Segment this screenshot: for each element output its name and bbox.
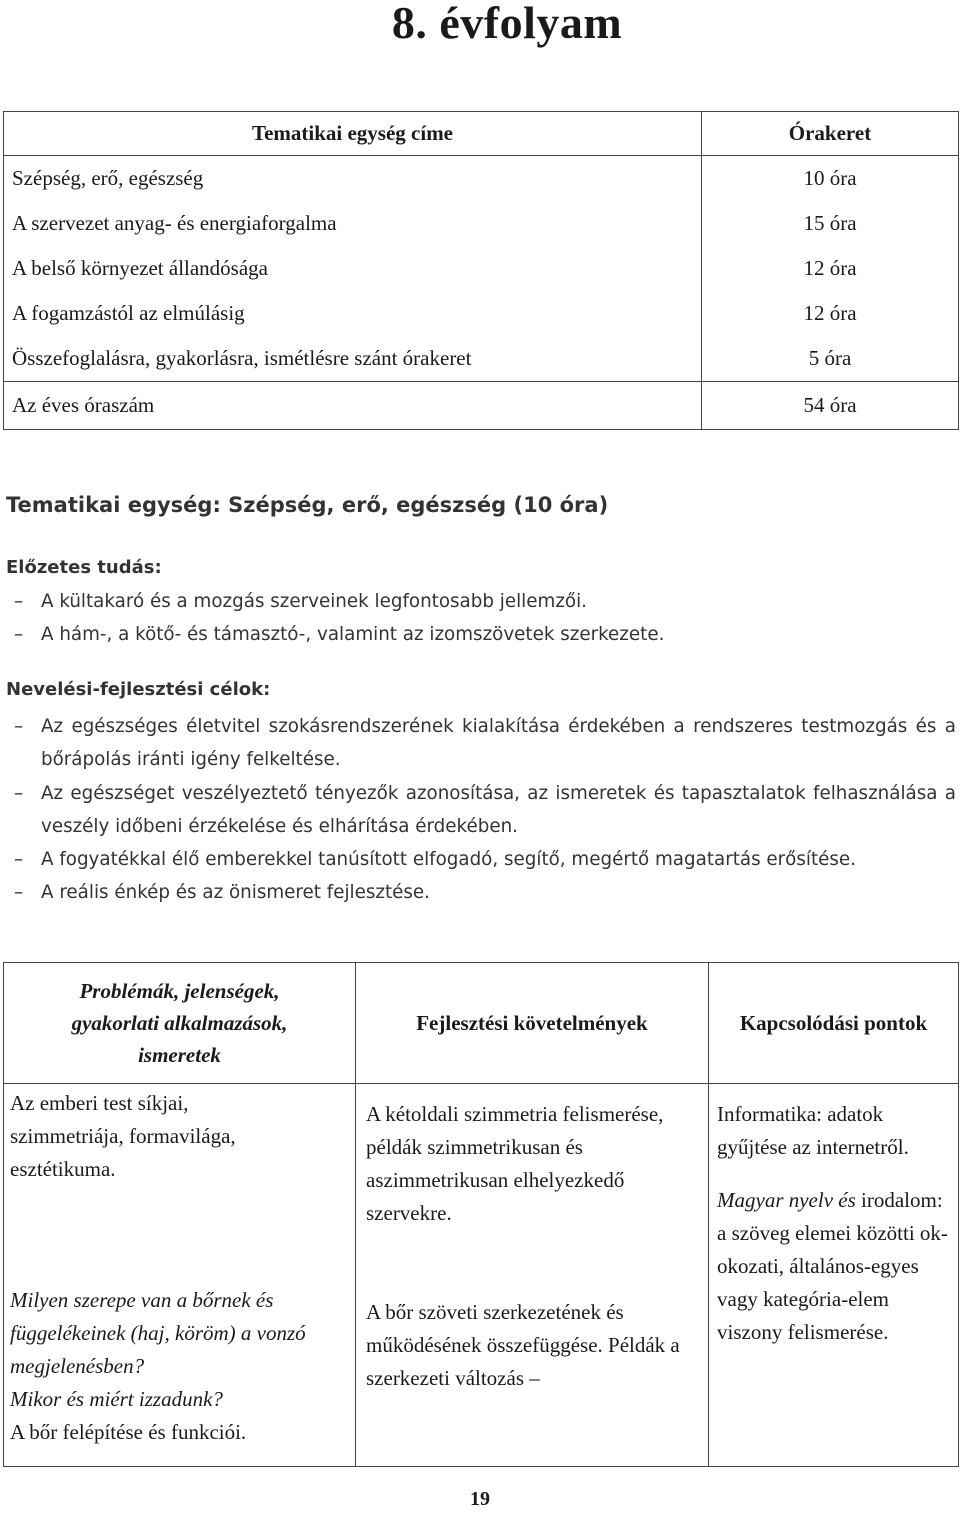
dash-icon: – <box>14 591 24 612</box>
overview-row-title: A belső környezet állandósága <box>4 246 702 291</box>
overview-row-hours: 10 óra <box>702 156 959 202</box>
overview-row-hours: 5 óra <box>702 336 959 382</box>
overview-table <box>3 111 959 430</box>
goals-label: Nevelési-fejlesztési célok: <box>6 679 271 700</box>
overview-row-hours: 12 óra <box>702 291 959 336</box>
overview-row <box>4 156 959 202</box>
dash-icon: – <box>14 783 24 804</box>
overview-row-title: Szépség, erő, egészség <box>4 156 702 202</box>
topics-header-connections: Kapcsolódási pontok <box>709 963 959 1084</box>
prior-knowledge-item: – A hám-, a kötő- és támasztó-, valamint az izomszövetek szerkezete. <box>14 618 664 651</box>
overview-total-hours: 54 óra <box>702 382 959 430</box>
problems-cell <box>4 1084 356 1467</box>
problems-paragraph: Az emberi test síkjai, szimmetriája, formavilága, esztétikuma. <box>10 1091 236 1181</box>
dash-icon: – <box>14 624 24 645</box>
connections-cell <box>709 1084 959 1467</box>
page-number: 19 <box>470 1488 490 1510</box>
overview-row <box>4 201 959 246</box>
problems-paragraph: A bőr felépítése és funkciói. <box>10 1420 247 1444</box>
requirements-cell <box>356 1084 709 1467</box>
overview-row-title: A szervezet anyag- és energiaforgalma <box>4 201 702 246</box>
overview-row-title: Összefoglalásra, gyakorlásra, ismétlésre szánt órakeret <box>4 336 702 382</box>
topics-header-row <box>4 963 959 1084</box>
requirements-paragraph: A kétoldali szimmetria felismerése, példák szimmetrikusan és aszimmetrikusan elhelyezkedő szervekre. <box>366 1102 664 1225</box>
topics-table <box>3 962 959 1467</box>
overview-row-hours: 12 óra <box>702 246 959 291</box>
overview-row <box>4 246 959 291</box>
requirements-paragraph: A bőr szöveti szerkezetének és működésének összefüggése. Példák a szerkezeti változás – <box>366 1300 680 1390</box>
overview-row-title: A fogamzástól az elmúlásig <box>4 291 702 336</box>
prior-knowledge-label: Előzetes tudás: <box>6 557 162 578</box>
overview-total-row <box>4 382 959 430</box>
topics-header-problems: Problémák, jelenségek, gyakorlati alkalmazások, ismeretek <box>4 963 356 1084</box>
page-heading: 8. évfolyam <box>391 0 623 48</box>
topics-body-row <box>4 1084 959 1467</box>
dash-icon: – <box>14 716 24 737</box>
goal-item: – A fogyatékkal élő emberekkel tanúsított elfogadó, segítő, megértő magatartás erősítése. <box>14 843 856 876</box>
overview-row-hours: 15 óra <box>702 201 959 246</box>
prior-knowledge-item: – A kültakaró és a mozgás szerveinek legfontosabb jellemzői. <box>14 585 587 618</box>
connections-paragraph: Magyar nyelv és irodalom: a szöveg elemei közötti ok-okozati, általános-egyes vagy kategória-elem viszony felismerése. <box>717 1188 948 1344</box>
problems-question: Mikor és miért izzadunk? <box>10 1387 223 1411</box>
goal-item: – Az egészséges életvitel szokásrendszerének kialakítása érdekében a rendszeres testmozgás és a bőrápolás iránti igény felkeltése. <box>14 710 956 776</box>
overview-header-row <box>4 112 959 156</box>
overview-row <box>4 336 959 382</box>
goal-item: – A reális énkép és az önismeret fejlesztése. <box>14 876 430 909</box>
overview-row <box>4 291 959 336</box>
overview-total-label: Az éves óraszám <box>4 382 702 430</box>
problems-question: Milyen szerepe van a bőrnek és függelékeinek (haj, köröm) a vonzó megjelenésben? <box>10 1288 306 1378</box>
goal-item: – Az egészséget veszélyeztető tényezők azonosítása, az ismeretek és tapasztalatok felhasználása a veszély időbeni érzékelése és elhárítása érdekében. <box>14 777 956 843</box>
connections-paragraph: Informatika: adatok gyűjtése az internetről. <box>717 1102 909 1159</box>
dash-icon: – <box>14 882 24 903</box>
overview-header-title: Tematikai egység címe <box>4 112 702 156</box>
dash-icon: – <box>14 849 24 870</box>
topics-header-requirements: Fejlesztési követelmények <box>356 963 709 1084</box>
unit-title: Tematikai egység: Szépség, erő, egészség (10 óra) <box>6 493 609 517</box>
overview-header-hours: Órakeret <box>702 112 959 156</box>
